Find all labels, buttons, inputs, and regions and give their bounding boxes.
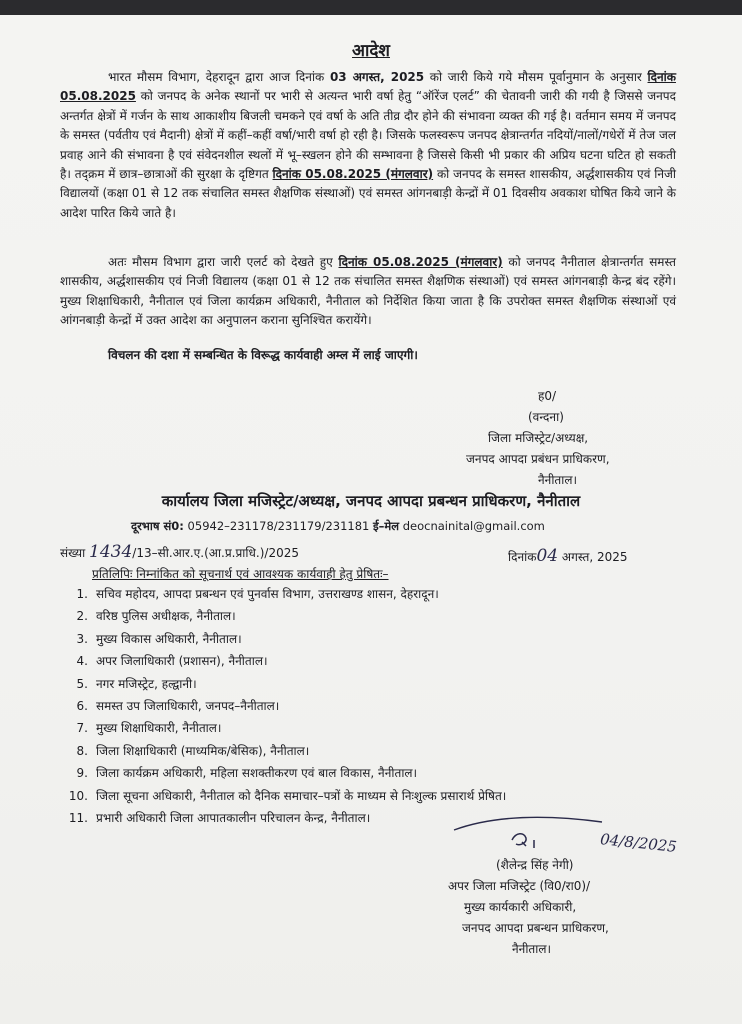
reference-number-rest: /13–सी.आर.ए.(आ.प्र.प्राधि.)/2025: [132, 546, 299, 560]
office-heading: कार्यालय जिला मजिस्ट्रेट/अध्यक्ष, जनपद आपदा प्रबन्धन प्राधिकरण, नैनीताल: [161, 492, 581, 510]
date-rest: अगस्त, 2025: [558, 550, 628, 564]
recipient-text: जिला शिक्षाधिकारी (माध्यमिक/बेसिक), नैनीताल।: [96, 743, 310, 758]
recipient-number: 6.: [76, 698, 88, 713]
order-paragraph-1: [60, 68, 676, 223]
recipient-item: [60, 807, 506, 829]
recipients-list: [60, 583, 506, 829]
recipient-number: 5.: [76, 676, 88, 691]
sig2-place: नैनीताल।: [512, 942, 552, 956]
reference-number: [60, 542, 299, 562]
para1-text-c: को जनपद के अनेक स्थानों पर भारी से अत्यन्त भारी वर्षा हेतु “ऑरेंज एलर्ट” की चेतावनी जारी की गयी है जिससे जनपद अन्तर्गत क्षेत्रों में गर्जन के साथ आकाशीय बिजली चमकने एवं वर्षा के अति तीव्र दौर होने की संभावना व्यक्त की गई है। वर्तमान समय में जनपद के समस्त (पर्वतीय एवं मैदानी) क्षेत्रों में कहीं–कहीं वर्षा/भारी वर्षा हो रही है। जिसके फलस्वरूप जनपद क्षेत्रान्तर्गत नदियों/नालों/गधेरों में तेज जल प्रवाह आने की संभावना है एवं संवेदनशील स्थलों में भू–स्खलन होने की सम्भावना है जिससे किसी भी प्रकार की अप्रिय घटना घटित हो सकती है। तद्‌क्रम में छात्र–छात्राओं की सुरक्षा के दृष्टिगत: [60, 89, 676, 182]
date-handwritten: 04: [536, 546, 559, 566]
recipient-text: प्रभारी अधिकारी जिला आपातकालीन परिचालन केन्द्र, नैनीताल।: [96, 810, 371, 825]
para1-forecast-date: दिनांक 05.08.2025: [60, 70, 676, 104]
recipient-item: [60, 695, 506, 717]
date-label: दिनांक: [508, 550, 537, 564]
recipient-item: [60, 717, 506, 739]
sig1-place: नैनीताल।: [538, 473, 578, 487]
recipient-text: जिला कार्यक्रम अधिकारी, महिला सशक्तीकरण एवं बाल विकास, नैनीताल।: [96, 766, 418, 781]
copy-to-heading: प्रतिलिपिः निम्नांकित को सूचनार्थ एवं आवश्यक कार्यवाही हेतु प्रेषितः–: [92, 567, 389, 581]
sig2-designation: अपर जिला मजिस्ट्रेट (वि0/रा0)/: [448, 879, 591, 893]
recipient-item: [60, 605, 506, 627]
sig2-authority: जनपद आपदा प्रबन्धन प्राधिकरण,: [462, 921, 609, 935]
order-title: आदेश: [352, 41, 390, 61]
phone-label: दूरभाष सं0:: [131, 519, 184, 533]
para2-text-a: अतः मौसम विभाग द्वारा जारी एलर्ट को देखते हुए: [108, 255, 339, 269]
recipient-number: 7.: [76, 721, 88, 736]
recipient-item: [60, 628, 506, 650]
recipient-text: नगर मजिस्ट्रेट, हल्द्वानी।: [96, 676, 197, 691]
recipient-number: 10.: [68, 788, 88, 803]
para1-text-a: भारत मौसम विभाग, देहरादून द्वारा आज दिनांक: [108, 70, 330, 84]
sig1-name: (वन्दना): [528, 410, 564, 424]
recipient-number: 8.: [76, 743, 88, 758]
para2-text-b: को जनपद नैनीताल क्षेत्रान्तर्गत समस्त शासकीय, अर्द्धशासकीय एवं निजी विद्यालय (कक्षा 01 से 12 तक संचालित समस्त शैक्षणिक संस्थाओं) एवं समस्त आंगनबाड़ी केन्द्र बंद रहेंगे। मुख्य शिक्षाधिकारी, नैनीताल एवं जिला कार्यक्रम अधिकारी, नैनीताल को निर्देशित किया जाता है कि उपरोक्त समस्त शैक्षणिक संस्थाओं एवं आंगनबाड़ी केन्द्रों में उक्त आदेश का अनुपालन कराना सुनिश्चित करायेंगे।: [60, 255, 676, 328]
para1-text-b: को जारी किये गये मौसम पूर्वानुमान के अनुसार: [424, 70, 648, 84]
reference-number-handwritten: 1434: [89, 542, 133, 562]
email-address: deocnainital@gmail.com: [402, 519, 545, 533]
signature-block-dm: [466, 386, 678, 491]
recipient-number: 4.: [76, 654, 88, 669]
top-dark-edge: [0, 0, 742, 15]
signature-block-adm: [440, 855, 700, 960]
para2-holiday-date: दिनांक 05.08.2025 (मंगलवार): [338, 255, 503, 269]
recipient-number: 2.: [76, 609, 88, 624]
recipient-text: मुख्य शिक्षाधिकारी, नैनीताल।: [96, 721, 222, 736]
recipient-text: मुख्य विकास अधिकारी, नैनीताल।: [96, 631, 242, 646]
recipient-number: 1.: [76, 587, 88, 601]
email-label: ई–मेल: [373, 519, 400, 533]
sig1-ho: ह0/: [538, 389, 557, 403]
recipient-number: 9.: [76, 766, 88, 781]
order-paragraph-2: [60, 253, 676, 331]
recipient-item: [60, 785, 506, 807]
signature-handwritten-date: 04/8/2025: [599, 830, 678, 856]
recipient-item: [60, 762, 506, 784]
sig2-officer: मुख्य कार्यकारी अधिकारी,: [464, 900, 577, 914]
office-contact-line: [131, 519, 545, 534]
recipient-item: [60, 583, 506, 605]
reference-label: संख्या: [60, 546, 86, 560]
sig1-designation: जिला मजिस्ट्रेट/अध्यक्ष,: [488, 431, 589, 445]
recipient-number: 3.: [76, 631, 88, 646]
recipient-item: [60, 673, 506, 695]
para1-text-d: को जनपद के समस्त शासकीय, अर्द्धशासकीय एवं निजी विद्यालयों (कक्षा 01 से 12 तक संचालित समस्त शैक्षणिक संस्थाओं) एवं समस्त आंगनबाड़ी केन्द्रों में 01 दिवसीय अवकाश घोषित किये जाने के आदेश पारित किये जाते है।: [60, 167, 676, 220]
para1-alert-date: 03 अगस्त, 2025: [329, 70, 425, 84]
recipient-item: [60, 740, 506, 762]
recipient-number: 11.: [68, 810, 88, 825]
sig1-authority: जनपद आपदा प्रबंधन प्राधिकरण,: [466, 452, 610, 466]
para1-holiday-date: दिनांक 05.08.2025 (मंगलवार): [272, 167, 434, 182]
recipient-text: वरिष्ठ पुलिस अधीक्षक, नैनीताल।: [96, 609, 236, 624]
reference-date: [508, 546, 628, 566]
sig2-name: (शैलेन्द्र सिंह नेगी): [496, 858, 574, 872]
phone-numbers: 05942–231178/231179/231181: [183, 519, 373, 533]
recipient-item: [60, 650, 506, 672]
order-paragraph-3: विचलन की दशा में सम्बन्धित के विरूद्ध कार्यवाही अम्ल में लाई जाएगी।: [108, 348, 418, 362]
recipient-text: जिला सूचना अधिकारी, नैनीताल को दैनिक समाचार–पत्रों के माध्यम से निःशुल्क प्रसारार्थ प्रेषित।: [96, 788, 507, 803]
recipient-text: समस्त उप जिलाधिकारी, जनपद–नैनीताल।: [96, 698, 280, 713]
recipient-text: अपर जिलाधिकारी (प्रशासन), नैनीताल।: [96, 654, 268, 669]
recipient-text: सचिव महोदय, आपदा प्रबन्धन एवं पुनर्वास विभाग, उत्तराखण्ड शासन, देहरादून।: [96, 587, 439, 601]
